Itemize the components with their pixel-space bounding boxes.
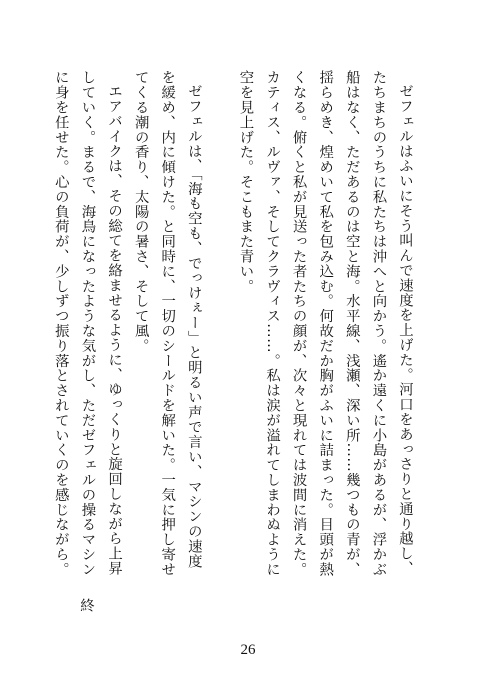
paragraph-2: ゼフェルは、「海も空も、でっけぇー」と明るい声で言い、マシンの速度を緩め、内に傾けた。と同時に、一切のシールドを解いた。一気に押し寄せてくる潮の香り、太陽の暑さ、そして風。 [132,70,202,577]
paragraph-1: ゼフェルはふいにそう叫んで速度を上げた。河口をあっさりと通り越し、たちまちのうちに私たちは沖へと向かう。遙か遠くに小島があるが、浮かぶ船はなく、ただあるのは空と海。水平線、浅瀬、深い所……幾つもの青が、揺らめき、煌めいて私を包み込む。何故だか胸がふいに詰まった。目頭が熱くなる。俯くと私が見送った者たちの顔が、次々と現れては波間に消えた。カティス、ルヴァ、そしてクラヴィス……。私は涙が溢れてしまわぬように空を見上げた。そこもまた青い。 [237,70,413,577]
page-number: 26 [240,642,256,658]
paragraph-spacer [207,70,232,580]
vertical-text-body [47,70,418,580]
end-mark: 終 [78,598,94,613]
paragraph-3: エアバイクは、その総てを絡ませるように、ゆっくりと旋回しながら上昇していく。まるで、海鳥になったような気がし、ただゼフェルの操るマシンに身を任せた。心の負荷が、少しずつ振り落とされていくのを感じながら。 [52,70,123,577]
